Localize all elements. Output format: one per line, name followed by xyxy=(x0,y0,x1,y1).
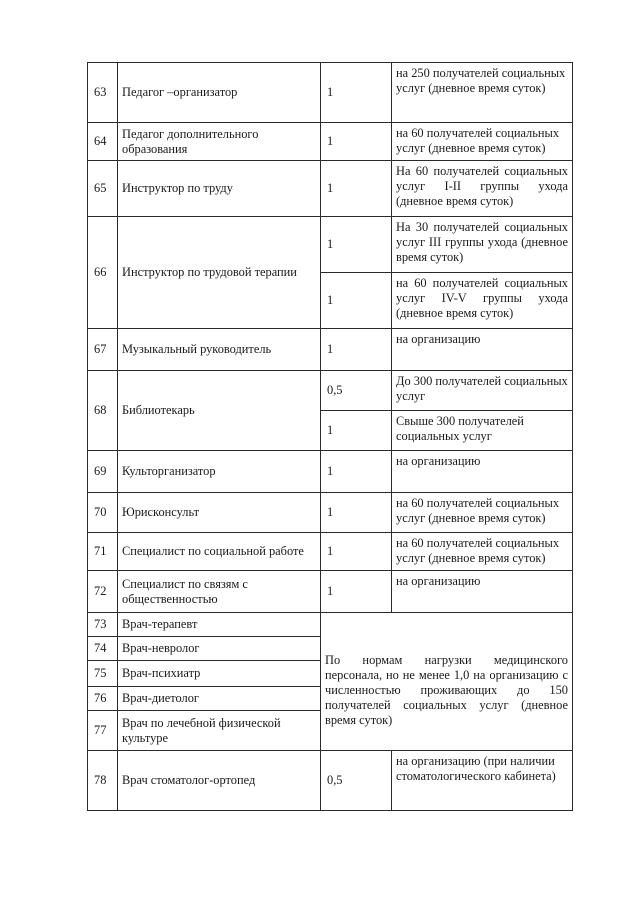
row-number: 71 xyxy=(88,533,118,571)
quantity-cell: 0,5 xyxy=(321,751,392,811)
table-row xyxy=(88,63,573,123)
position-cell: Врач-диетолог xyxy=(118,687,321,711)
position-cell: Инструктор по трудовой терапии xyxy=(118,217,321,329)
position-cell: Врач-психиатр xyxy=(118,661,321,687)
norm-cell: На 60 получателей социальных услуг I-II группы ухода (дневное время суток) xyxy=(392,161,573,217)
norm-cell: на организацию xyxy=(392,451,573,493)
table-row xyxy=(88,571,573,613)
quantity-cell: 1 xyxy=(321,451,392,493)
position-cell: Врач-невролог xyxy=(118,637,321,661)
merged-norm-cell: По нормам нагрузки медицинского персонала, но не менее 1,0 на организацию с численностью проживающих до 150 получателей социальных услуг (дневное время суток) xyxy=(321,613,573,751)
position-cell: Специалист по социальной работе xyxy=(118,533,321,571)
quantity-cell: 1 xyxy=(321,217,392,273)
row-number: 66 xyxy=(88,217,118,329)
norm-cell: на 60 получателей социальных услуг IV-V группы ухода (дневное время суток) xyxy=(392,273,573,329)
norm-cell: на 60 получателей социальных услуг (дневное время суток) xyxy=(392,533,573,571)
table-row xyxy=(88,217,573,273)
position-cell: Инструктор по труду xyxy=(118,161,321,217)
position-cell: Библиотекарь xyxy=(118,371,321,451)
table-row xyxy=(88,161,573,217)
row-number: 69 xyxy=(88,451,118,493)
position-cell: Специалист по связям с общественностью xyxy=(118,571,321,613)
quantity-cell: 0,5 xyxy=(321,371,392,411)
quantity-cell: 1 xyxy=(321,533,392,571)
table-row xyxy=(88,451,573,493)
norm-cell: на организацию (при наличии стоматологического кабинета) xyxy=(392,751,573,811)
quantity-cell: 1 xyxy=(321,161,392,217)
quantity-cell: 1 xyxy=(321,493,392,533)
norm-cell: До 300 получателей социальных услуг xyxy=(392,371,573,411)
position-cell: Врач по лечебной физической культуре xyxy=(118,711,321,751)
staffing-norms-table xyxy=(87,62,573,811)
norm-cell: Свыше 300 получателей социальных услуг xyxy=(392,411,573,451)
row-number: 73 xyxy=(88,613,118,637)
row-number: 75 xyxy=(88,661,118,687)
row-number: 63 xyxy=(88,63,118,123)
table-row xyxy=(88,751,573,811)
table-row xyxy=(88,371,573,411)
norm-cell: на организацию xyxy=(392,571,573,613)
norm-cell: на 60 получателей социальных услуг (дневное время суток) xyxy=(392,123,573,161)
row-number: 70 xyxy=(88,493,118,533)
table-row xyxy=(88,123,573,161)
table-row xyxy=(88,613,573,637)
position-cell: Юрисконсульт xyxy=(118,493,321,533)
quantity-cell: 1 xyxy=(321,411,392,451)
norm-cell: На 30 получателей социальных услуг III группы ухода (дневное время суток) xyxy=(392,217,573,273)
quantity-cell: 1 xyxy=(321,123,392,161)
quantity-cell: 1 xyxy=(321,273,392,329)
position-cell: Культорганизатор xyxy=(118,451,321,493)
row-number: 77 xyxy=(88,711,118,751)
quantity-cell: 1 xyxy=(321,571,392,613)
row-number: 74 xyxy=(88,637,118,661)
position-cell: Врач-терапевт xyxy=(118,613,321,637)
table-row xyxy=(88,493,573,533)
position-cell: Врач стоматолог-ортопед xyxy=(118,751,321,811)
row-number: 68 xyxy=(88,371,118,451)
table-row xyxy=(88,533,573,571)
position-cell: Музыкальный руководитель xyxy=(118,329,321,371)
row-number: 72 xyxy=(88,571,118,613)
position-cell: Педагог –организатор xyxy=(118,63,321,123)
quantity-cell: 1 xyxy=(321,329,392,371)
row-number: 76 xyxy=(88,687,118,711)
norm-cell: на 60 получателей социальных услуг (дневное время суток) xyxy=(392,493,573,533)
quantity-cell: 1 xyxy=(321,63,392,123)
norm-cell: на организацию xyxy=(392,329,573,371)
row-number: 67 xyxy=(88,329,118,371)
table-row xyxy=(88,329,573,371)
position-cell: Педагог дополнительного образования xyxy=(118,123,321,161)
norm-cell: на 250 получателей социальных услуг (дневное время суток) xyxy=(392,63,573,123)
row-number: 64 xyxy=(88,123,118,161)
row-number: 65 xyxy=(88,161,118,217)
row-number: 78 xyxy=(88,751,118,811)
